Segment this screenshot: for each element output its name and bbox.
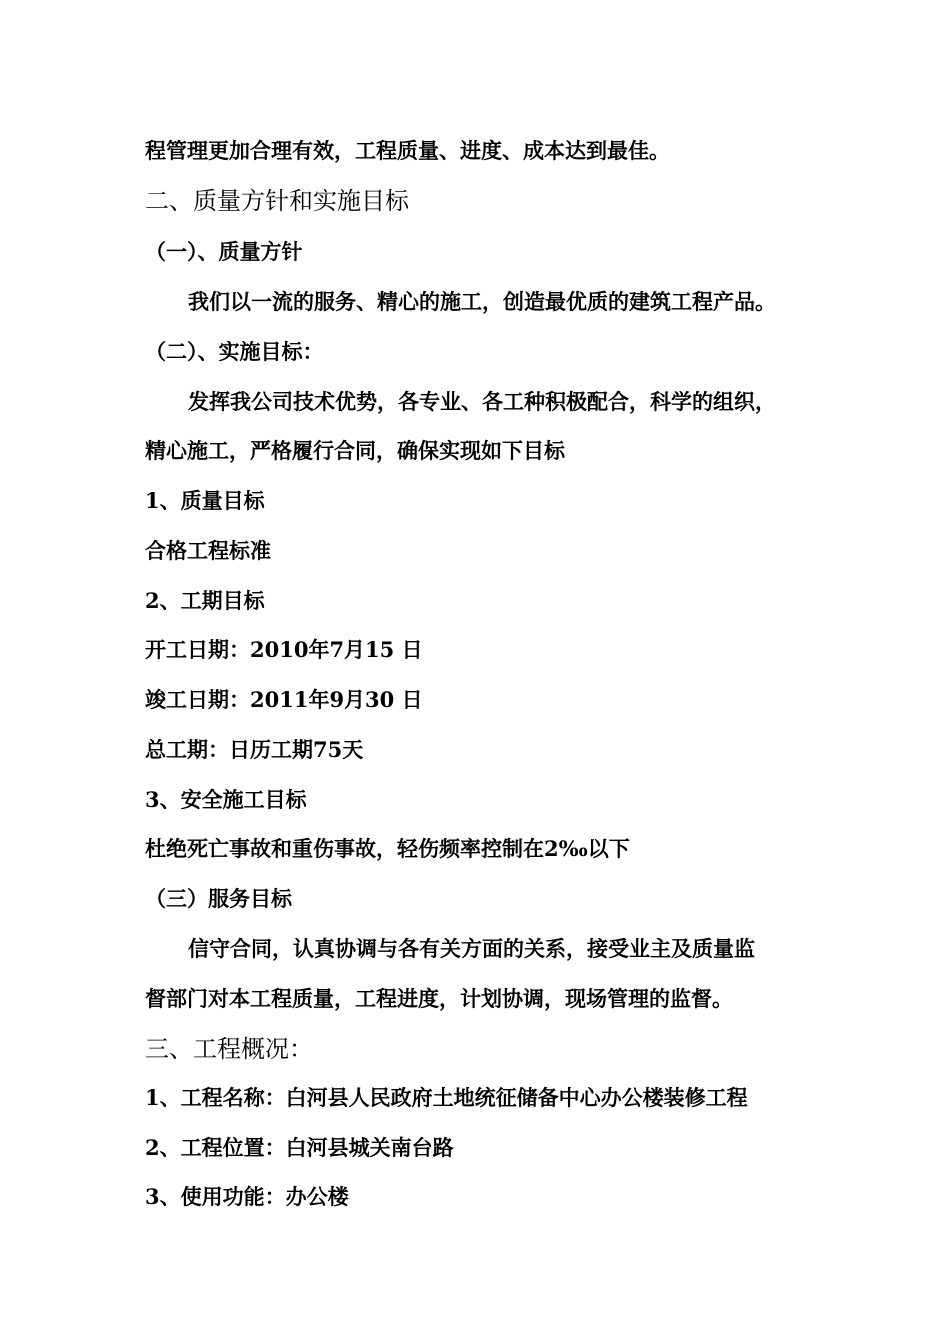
service-paragraph-line-1: 信守合同，认真协调与各有关方面的关系，接受业主及质量监 [188, 936, 755, 961]
project-name: 1、工程名称：白河县人民政府土地统征储备中心办公楼装修工程 [145, 1085, 748, 1110]
paragraph-continuation: 程管理更加合理有效，工程质量、进度、成本达到最佳。 [145, 138, 670, 163]
goals-paragraph-line-1: 发挥我公司技术优势，各专业、各工种积极配合，科学的组织， [188, 389, 776, 414]
quality-goal-heading: 1、质量目标 [145, 488, 265, 513]
service-paragraph-line-2: 督部门对本工程质量，工程进度，计划协调，现场管理的监督。 [145, 986, 733, 1011]
safety-goal-text: 杜绝死亡事故和重伤事故，轻伤频率控制在2‰以下 [145, 836, 630, 861]
start-date: 开工日期：2010年7月15 日 [145, 637, 423, 662]
subsection-heading-quality-policy: （一）、质量方针 [145, 239, 303, 264]
section-heading-3: 三、工程概况： [145, 1035, 313, 1063]
safety-goal-heading: 3、安全施工目标 [145, 787, 307, 812]
completion-date: 竣工日期：2011年9月30 日 [145, 687, 423, 712]
quality-goal-text: 合格工程标准 [145, 538, 271, 563]
schedule-goal-heading: 2、工期目标 [145, 588, 265, 613]
total-duration: 总工期：日历工期75天 [145, 737, 364, 762]
goals-paragraph-line-2: 精心施工，严格履行合同，确保实现如下目标 [145, 438, 565, 463]
subsection-heading-goals: （二）、实施目标： [145, 339, 324, 364]
project-location: 2、工程位置：白河县城关南台路 [145, 1135, 454, 1160]
section-heading-2: 二、质量方针和实施目标 [145, 187, 409, 215]
quality-policy-text: 我们以一流的服务、精心的施工，创造最优质的建筑工程产品。 [188, 289, 776, 314]
project-function: 3、使用功能：办公楼 [145, 1184, 349, 1209]
subsection-heading-service: （三）服务目标 [145, 886, 292, 911]
